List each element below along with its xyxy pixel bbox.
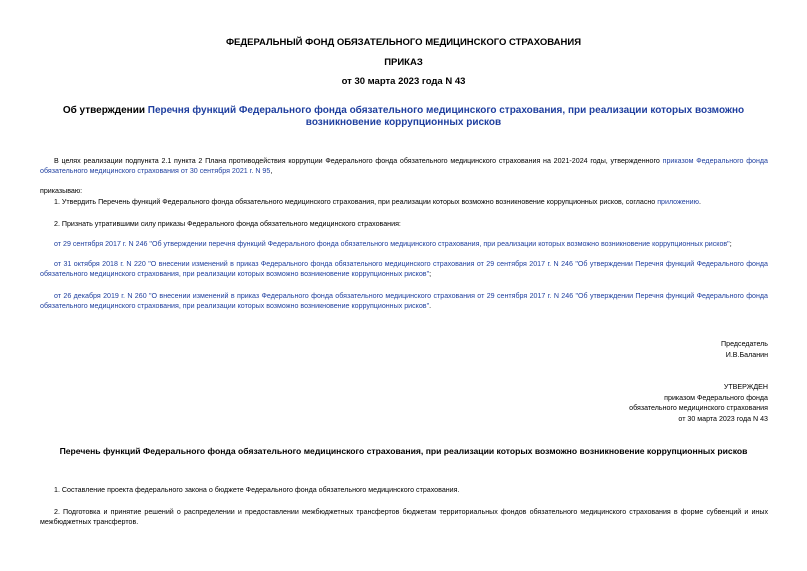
item-1-end: . <box>698 198 701 206</box>
order-title-prefix: Об утверждении <box>62 105 148 116</box>
repealed-order-1 <box>40 239 768 249</box>
approval-line-2: приказом Федерального фонда <box>664 393 768 402</box>
annex-title: Перечень функций Федерального фонда обязательного медицинского страхования, при реализации которых возможно возникновение коррупционных рисков <box>59 446 748 456</box>
signature-position: Председатель <box>721 340 768 348</box>
order-word: приказываю: <box>40 187 83 195</box>
item-1-text: 1. Утвердить Перечень функций Федерального фонда обязательного медицинского страхования, при реализации которых возможно возникновение коррупционных рисков, согласно <box>54 198 658 206</box>
item-1 <box>40 197 768 207</box>
repealed-order-2 <box>40 259 768 279</box>
repealed-order-1-end: ; <box>729 240 732 248</box>
doc-type-heading: ПРИКАЗ <box>384 57 423 68</box>
signature-block <box>721 339 768 360</box>
preamble-text: В целях реализации подпункта 2.1 пункта 2 Плана противодействия коррупции Федерального фонда обязательного медицинского страхования на 2021-2024 годы, утвержденного <box>54 157 663 165</box>
annex-link[interactable]: приложению <box>657 198 699 206</box>
approval-line-1: УТВЕРЖДЕН <box>723 383 768 391</box>
annex-point-2: 2. Подготовка и принятие решений о распределении и предоставлении межбюджетных трансфертов бюджетам территориальных фондов обязательного медицинского страхования в форме субвенций и иных межбюджетных трансфертов. <box>40 508 768 526</box>
repealed-order-3-end: . <box>429 302 432 310</box>
repealed-order-3 <box>40 291 768 311</box>
preamble-end: , <box>270 167 273 175</box>
organization-heading: ФЕДЕРАЛЬНЫЙ ФОНД ОБЯЗАТЕЛЬНОГО МЕДИЦИНСКОГО СТРАХОВАНИЯ <box>225 37 582 48</box>
repealed-order-1-link[interactable]: от 29 сентября 2017 г. N 246 "Об утверждении перечня функций Федерального фонда обязательного медицинского страхования, при реализации которых возможно возникновение коррупционных рисков" <box>54 240 730 248</box>
repealed-order-2-link[interactable]: от 31 октября 2018 г. N 220 "О внесении изменений в приказ Федерального фонда обязательного медицинского страхования от 29 сентября 2017 г. N 246 "Об утверждении Перечня функций Федерального фонда обязательного медицинского страхования, при реализации которых возможно возникновение коррупционных рисков" <box>40 260 768 278</box>
annex-point-1: 1. Составление проекта федерального закона о бюджете Федерального фонда обязательного медицинского страхования. <box>54 486 460 494</box>
order-title <box>60 105 747 129</box>
doc-date-number: от 30 марта 2023 года N 43 <box>341 76 466 87</box>
signature-name: И.В.Баланин <box>725 350 768 359</box>
item-2: 2. Признать утратившими силу приказы Федерального фонда обязательного медицинского страхования: <box>54 220 401 228</box>
preamble-paragraph <box>40 156 768 176</box>
approval-line-4: от 30 марта 2023 года N 43 <box>678 414 768 423</box>
preamble-link[interactable]: приказом Федерального фонда обязательного медицинского страхования от 30 сентября 2021 г. N 95 <box>40 157 769 175</box>
approval-line-3: обязательного медицинского страхования <box>629 404 768 412</box>
approval-stamp <box>629 382 768 424</box>
repealed-order-3-link[interactable]: от 26 декабря 2019 г. N 260 "О внесении изменений в приказ Федерального фонда обязательного медицинского страхования от 29 сентября 2017 г. N 246 "Об утверждении Перечня функций Федерального фонда обязательного медицинского страхования, при реализации которых возможно возникновение коррупционных рисков" <box>40 292 768 310</box>
order-title-link[interactable]: Перечня функций Федерального фонда обязательного медицинского страхования, при реализации которых возможно возникновение коррупционных рисков <box>147 105 745 128</box>
repealed-order-2-end: ; <box>429 270 432 278</box>
